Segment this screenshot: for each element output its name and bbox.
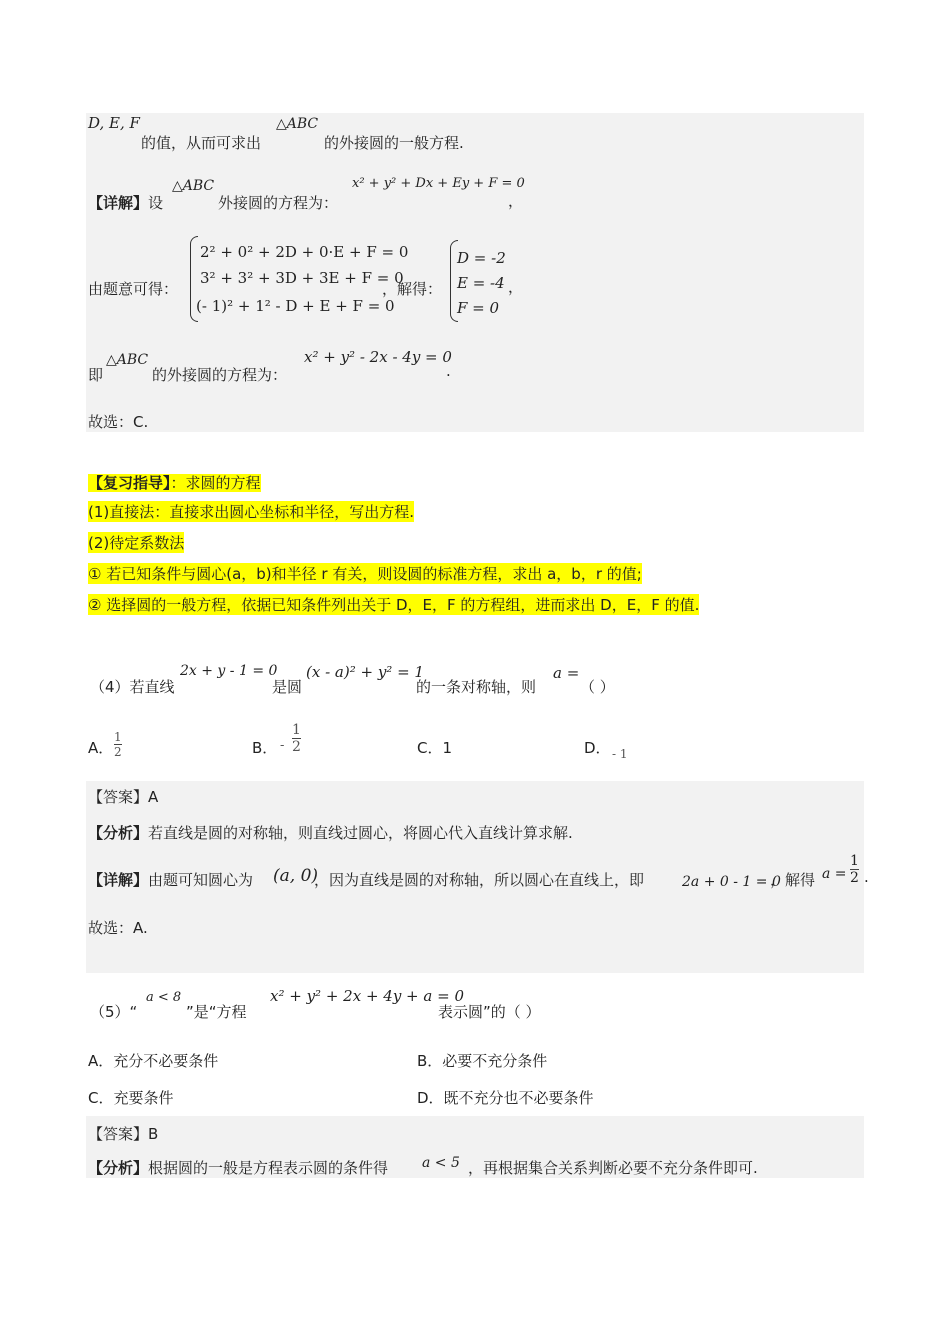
option-c: C．1	[417, 739, 453, 757]
fraction-one-half: 1 2	[292, 722, 301, 755]
review-line-4: ② 选择圆的一般方程，依据已知条件列出关于 D，E，F 的方程组，进而求出 D，E，F 的值.	[88, 596, 700, 614]
text: 外接圆的方程为：	[218, 194, 339, 212]
detail-label: 【详解】	[88, 194, 149, 212]
solution-f: F = 0	[457, 299, 500, 317]
line-equation: 2x + y - 1 = 0	[180, 663, 278, 679]
text: 的值，从而可求出	[141, 134, 262, 152]
condition: a < 5	[422, 1155, 460, 1171]
option-d: D．既不充分也不必要条件	[417, 1089, 594, 1107]
period: .	[864, 868, 869, 886]
review-line-2: (2)待定系数法	[88, 534, 185, 552]
circle-equation: (x - a)² + y² = 1	[306, 663, 424, 681]
center-point: (a, 0)	[273, 866, 319, 886]
text: ，解得：	[382, 280, 443, 298]
detail-text: ，解得	[770, 871, 816, 889]
analysis-text: 根据圆的一般是方程表示圆的条件得	[148, 1159, 389, 1177]
solution-e: E = -4	[457, 274, 505, 292]
question-4-number: （4）若直线	[90, 678, 175, 696]
text: .	[446, 362, 451, 380]
option-b-label: B．	[252, 739, 278, 757]
review-line-3: ① 若已知条件与圆心(a，b)和半径 r 有关，则设圆的标准方程，求出 a，b，r 的值;	[88, 565, 642, 583]
triangle-abc: △ABC	[276, 116, 319, 132]
vars-def: D, E, F	[88, 114, 140, 132]
triangle-abc: △ABC	[106, 352, 149, 368]
answer-choice: 故选：A.	[88, 919, 148, 937]
text: 即	[88, 366, 104, 384]
detail-line	[88, 192, 163, 213]
text: 的一条对称轴，则	[416, 678, 537, 696]
variable-a: a =	[822, 866, 847, 882]
text: 表示圆”的（ ）	[438, 1003, 541, 1021]
system-eq-1: 2² + 0² + 2D + 0·E + F = 0	[200, 243, 409, 261]
text: ，	[508, 192, 524, 210]
option-d-label: D．	[584, 739, 611, 757]
system-eq-3: (- 1)² + 1² - D + E + F = 0	[196, 297, 395, 315]
q5-answer: 【答案】B	[88, 1125, 159, 1143]
q4-detail-line	[88, 869, 253, 890]
option-c: C．充要条件	[88, 1089, 174, 1107]
option-b: B．必要不充分条件	[417, 1052, 548, 1070]
detail-equation: 2a + 0 - 1 = 0	[682, 874, 781, 890]
q4-answer: 【答案】A	[88, 788, 159, 806]
answer-blank: （ ）	[580, 678, 615, 696]
general-equation: x² + y² + Dx + Ey + F = 0	[352, 176, 525, 191]
fraction-one-half: 1 2	[114, 730, 122, 759]
text: 由题意可得：	[88, 280, 179, 298]
text: ，	[508, 278, 524, 296]
circle-equation: x² + y² - 2x - 4y = 0	[304, 348, 452, 366]
analysis-label: 【分析】	[88, 1159, 149, 1177]
text: 是圆	[272, 678, 303, 696]
text: ”是“方程	[186, 1003, 247, 1021]
text: 的外接圆的一般方程.	[324, 134, 464, 152]
option-a: A．充分不必要条件	[88, 1052, 219, 1070]
system-eq-2: 3² + 3² + 3D + 3E + F = 0	[200, 269, 404, 287]
review-subtitle: ：求圆的方程	[170, 474, 261, 492]
option-a-label: A．	[88, 739, 114, 757]
text: 的外接圆的方程为：	[152, 366, 288, 384]
condition: a < 8	[146, 990, 182, 1005]
analysis-label: 【分析】	[88, 824, 149, 842]
answer-choice: 故选：C.	[88, 413, 149, 431]
minus-sign: -	[280, 738, 285, 753]
analysis-text: ，再根据集合关系判断必要不充分条件即可.	[468, 1159, 758, 1177]
text: 设	[148, 194, 164, 212]
q4-analysis-line	[88, 822, 573, 843]
question-5-number: （5）“	[90, 1003, 138, 1021]
fraction-one-half: 1 2	[850, 853, 859, 886]
variable-a: a =	[553, 664, 580, 682]
review-title: 【复习指导】	[88, 474, 171, 492]
triangle-abc: △ABC	[172, 178, 215, 194]
equation: x² + y² + 2x + 4y + a = 0	[270, 987, 464, 1005]
detail-text: 由题可知圆心为	[148, 871, 254, 889]
detail-text: ，因为直线是圆的对称轴，所以圆心在直线上，即	[314, 871, 645, 889]
option-d-value: - 1	[612, 747, 628, 761]
review-line-1: (1)直接法：直接求出圆心坐标和半径，写出方程.	[88, 503, 415, 521]
solution-d: D = -2	[457, 249, 506, 267]
review-title-line	[88, 472, 261, 493]
q5-analysis-line	[88, 1157, 388, 1178]
detail-label: 【详解】	[88, 871, 149, 889]
analysis-text: 若直线是圆的对称轴，则直线过圆心，将圆心代入直线计算求解.	[148, 824, 573, 842]
